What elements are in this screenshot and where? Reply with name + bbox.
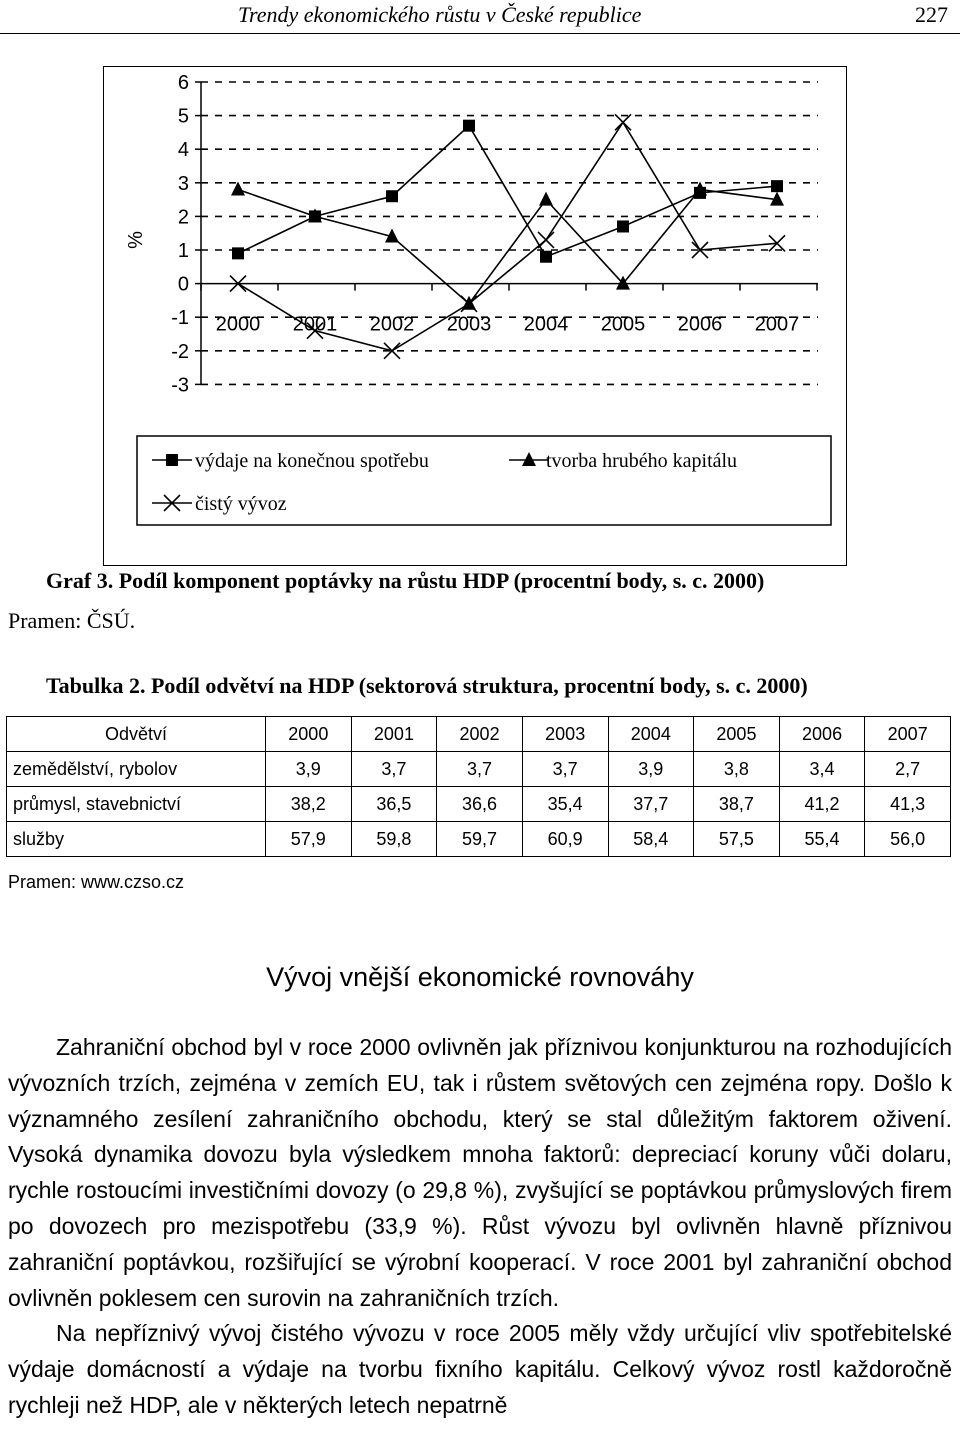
table-header-year: 2004 [608,717,694,752]
x-tick-label: 2001 [292,313,338,336]
x-tick-label: 2000 [215,313,261,336]
table-cell-value: 59,7 [437,822,523,857]
table-cell-value: 41,2 [779,787,865,822]
table-cell-value: 56,0 [865,822,951,857]
table-cell-value: 55,4 [779,822,865,857]
table-header-year: 2003 [522,717,608,752]
y-tick-label: 1 [177,240,189,262]
table-cell-value: 3,4 [779,752,865,787]
table-cell-value: 59,8 [351,822,437,857]
table-cell-value: 3,9 [608,752,694,787]
table-source: Pramen: www.czso.cz [8,872,185,892]
table-header-sector: Odvětví [7,717,266,752]
series-point [540,251,552,263]
table-cell-value: 3,8 [694,752,780,787]
y-tick-label: -3 [171,374,189,397]
series-point [538,232,554,248]
x-tick-label: 2007 [754,313,800,336]
table-header-year: 2002 [437,717,523,752]
table-row [7,787,951,822]
x-tick-label: 2006 [677,313,723,336]
sector-table [6,716,951,857]
series-point [771,180,783,192]
table-header-year: 2005 [694,717,780,752]
y-tick-label: -1 [171,307,189,330]
series-point [386,190,398,202]
paragraph-2: Na nepříznivý vývoj čistého vývozu v roce 2005 měly vždy určující vliv spotřebitelské výdaje domácností a výdaje na tvorbu fixního kapitálu. Celkový vývoz rostl každoročně rychleji než HDP, ale v některých letech nepatrně [8,1320,952,1418]
table-cell-value: 3,7 [522,752,608,787]
section-title: Vývoj vnější ekonomické rovnováhy [266,962,694,992]
table-cell-sector: zemědělství, rybolov [7,752,266,787]
y-tick-label: 0 [177,273,189,296]
y-axis-label: % [125,231,147,249]
series-point [615,114,631,130]
chart-source: Pramen: ČSÚ. [8,608,136,633]
table-cell-value: 38,7 [694,787,780,822]
running-header-title: Trendy ekonomického růstu v České republice [238,2,642,27]
table-cell-value: 41,3 [865,787,951,822]
y-tick-label: 5 [177,105,189,128]
table-cell-value: 2,7 [865,752,951,787]
series-point [617,220,629,232]
table-cell-value: 36,5 [351,787,437,822]
series-point [231,182,245,196]
table-body [7,752,951,857]
table-cell-value: 3,7 [351,752,437,787]
table-cell-value: 3,9 [266,752,352,787]
x-tick-label: 2005 [600,313,646,336]
table-cell-value: 58,4 [608,822,694,857]
table-row [7,822,951,857]
y-tick-label: 2 [177,206,189,229]
paragraph-1: Zahraniční obchod byl v roce 2000 ovlivněn jak příznivou konjunkturou na rozhodujících vývozních trzích, zejména v zemích EU, tak i růstem světových cen zejména ropy. Došlo k významného zesílení zahraničního obchodu, který se stal důležitým faktorem oživení. Vysoká dynamika dovozu byla výsledkem mnoha faktorů: depreciací koruny vůči dolaru, rychle rostoucími investičními dovozy (o 29,8 %), zvyšující se poptávkou průmyslových firem po dovozech pro mezispotřebu (33,9 %). Růst vývozu byl ovlivněn hlavně příznivou zahraniční poptávkou, rozšiřující se výrobní kooperací. V roce 2001 byl zahraniční obchod ovlivněn poklesem cen surovin na zahraničních trzích. [8,1034,952,1311]
legend-label: výdaje na konečnou spotřebu [195,450,429,472]
y-tick-label: 4 [177,139,189,162]
series-point [232,247,244,259]
series-point [539,192,553,206]
table-title: Tabulka 2. Podíl odvětví na HDP (sektorová struktura, procentní body, s. c. 2000) [46,673,808,698]
legend-marker [166,454,178,466]
y-tick-label: 6 [177,72,189,94]
table-header-year: 2007 [865,717,951,752]
table-cell-value: 37,7 [608,787,694,822]
table-header-row [7,717,951,752]
table-header-year: 2006 [779,717,865,752]
page-number: 227 [915,2,948,27]
table-cell-value: 35,4 [522,787,608,822]
table-cell-value: 57,5 [694,822,780,857]
y-tick-label: -2 [171,340,189,363]
line-chart [104,67,846,565]
table-cell-sector: průmysl, stavebnictví [7,787,266,822]
table-cell-value: 38,2 [266,787,352,822]
table-cell-value: 60,9 [522,822,608,857]
chart-frame [103,66,847,566]
x-tick-label: 2002 [369,313,415,336]
x-tick-label: 2003 [446,313,492,336]
table-header-year: 2001 [351,717,437,752]
series-point [463,120,475,132]
legend-label: tvorba hrubého kapitálu [546,450,738,472]
header-rule [0,33,960,34]
table-cell-sector: služby [7,822,266,857]
figure-caption: Graf 3. Podíl komponent poptávky na růstu HDP (procentní body, s. c. 2000) [46,568,765,593]
table-header-year: 2000 [266,717,352,752]
table-cell-value: 57,9 [266,822,352,857]
table-cell-value: 3,7 [437,752,523,787]
x-tick-label: 2004 [523,313,569,336]
legend-label: čistý vývoz [195,493,287,515]
body-text [8,1030,952,1424]
table-cell-value: 36,6 [437,787,523,822]
table-row [7,752,951,787]
y-tick-label: 3 [177,172,189,195]
